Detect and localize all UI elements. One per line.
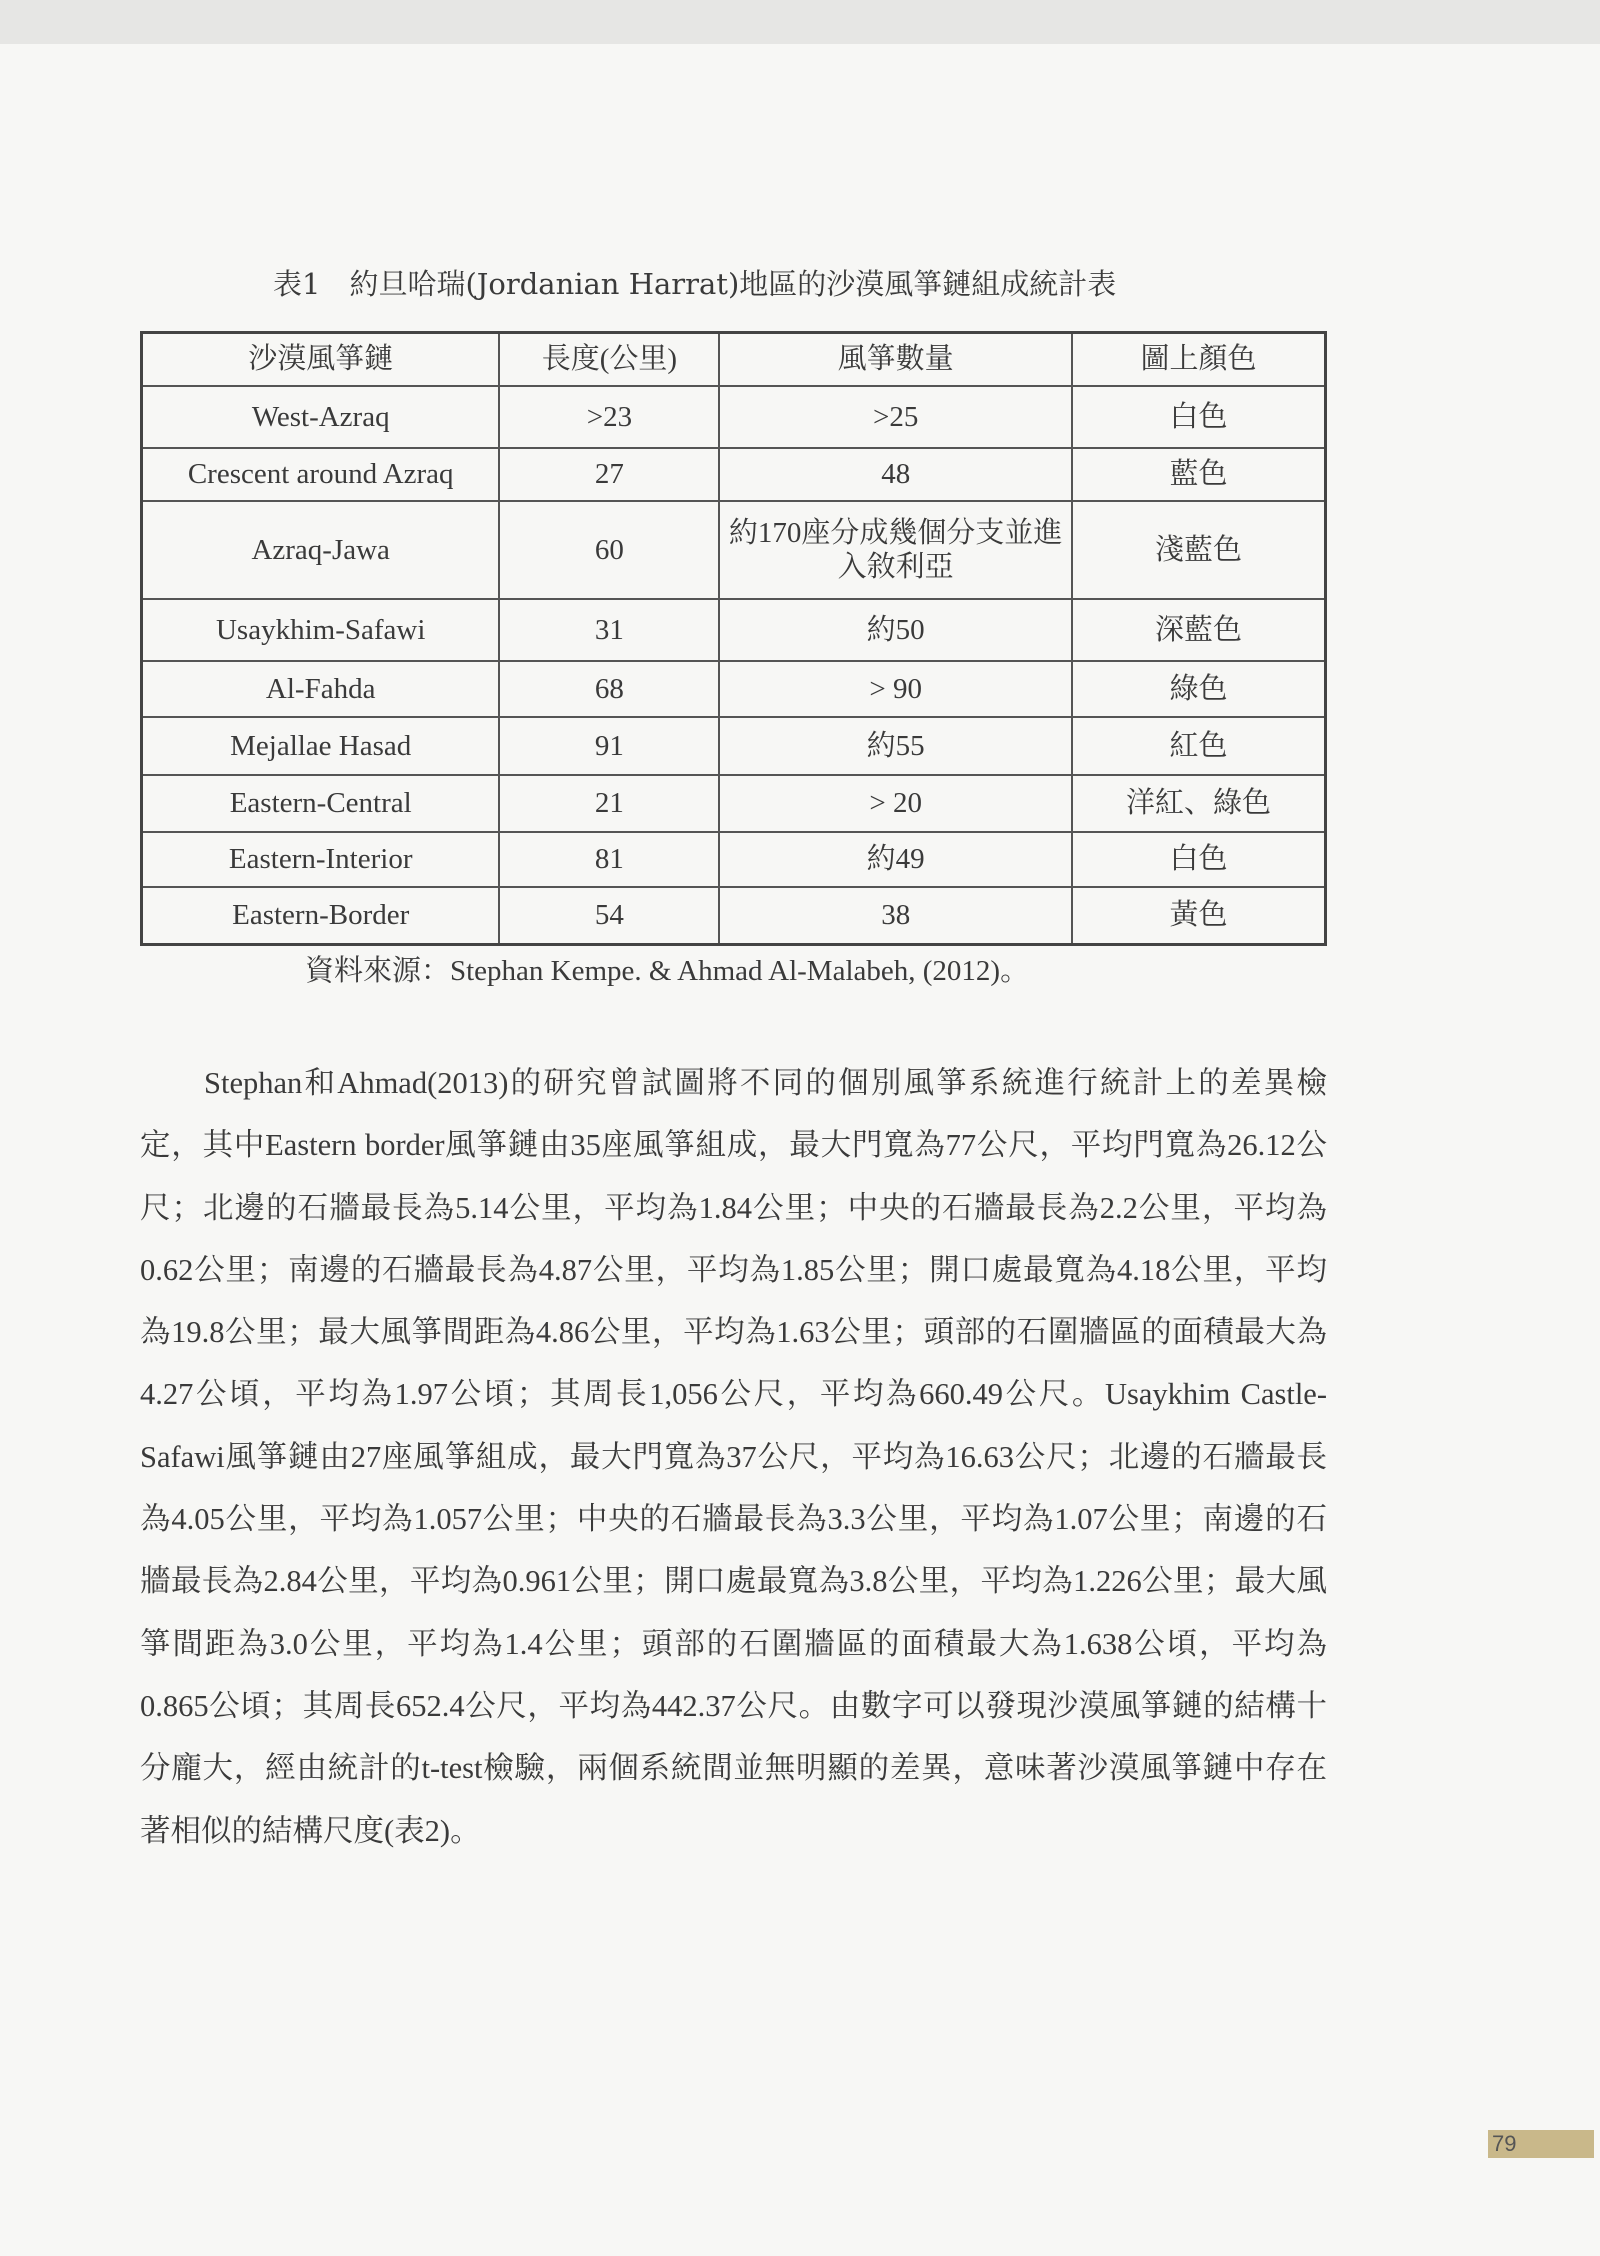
table-cell: 81 — [499, 832, 719, 887]
table-cell: 約55 — [719, 717, 1072, 775]
table-cell: >23 — [499, 386, 719, 448]
table-cell: Eastern-Border — [142, 887, 500, 945]
table-row — [142, 832, 1326, 887]
table-cell: West-Azraq — [142, 386, 500, 448]
table-cell: 白色 — [1072, 832, 1326, 887]
table-cell: 68 — [499, 661, 719, 717]
table-row — [142, 599, 1326, 661]
table-cell: 21 — [499, 775, 719, 832]
header-cell: 風箏數量 — [719, 333, 1072, 386]
table-caption: 表1 約旦哈瑞(Jordanian Harrat)地區的沙漠風箏鏈組成統計表 — [273, 267, 1117, 301]
table-cell: 91 — [499, 717, 719, 775]
table-source: 資料來源：Stephan Kempe. & Ahmad Al-Malabeh, (2012)。 — [305, 955, 1030, 987]
table-cell: 深藍色 — [1072, 599, 1326, 661]
table-cell: 54 — [499, 887, 719, 945]
table-cell: Crescent around Azraq — [142, 448, 500, 501]
table-cell: 31 — [499, 599, 719, 661]
scan-top-band — [0, 0, 1600, 44]
table-cell: > 20 — [719, 775, 1072, 832]
kite-chain-table — [140, 331, 1327, 946]
table-row — [142, 448, 1326, 501]
table-row — [142, 386, 1326, 448]
table-cell: Mejallae Hasad — [142, 717, 500, 775]
table-cell: 藍色 — [1072, 448, 1326, 501]
table-row — [142, 501, 1326, 599]
table-row — [142, 887, 1326, 945]
table-cell: 綠色 — [1072, 661, 1326, 717]
table-row — [142, 661, 1326, 717]
table-cell: Al-Fahda — [142, 661, 500, 717]
table-cell: Eastern-Interior — [142, 832, 500, 887]
table-cell: 紅色 — [1072, 717, 1326, 775]
table-cell: 淺藍色 — [1072, 501, 1326, 599]
table-cell: 洋紅、綠色 — [1072, 775, 1326, 832]
table-cell: 約170座分成幾個分支並進入敘利亞 — [719, 501, 1072, 599]
header-cell: 長度(公里) — [499, 333, 719, 386]
table-cell: > 90 — [719, 661, 1072, 717]
table-cell: 黃色 — [1072, 887, 1326, 945]
table-cell: 27 — [499, 448, 719, 501]
table-cell: 48 — [719, 448, 1072, 501]
table-cell: 60 — [499, 501, 719, 599]
table-cell: Azraq-Jawa — [142, 501, 500, 599]
table-cell: 約50 — [719, 599, 1072, 661]
table-cell: 白色 — [1072, 386, 1326, 448]
table-row — [142, 717, 1326, 775]
table-cell: 約49 — [719, 832, 1072, 887]
body-paragraph: Stephan和Ahmad(2013)的研究曾試圖將不同的個別風箏系統進行統計上的差異檢定，其中Eastern border風箏鏈由35座風箏組成，最大門寬為77公尺，平均門寬為26.12公尺；北邊的石牆最長為5.14公里，平均為1.84公里；中央的石牆最長為2.2公里，平均為0.62公里；南邊的石牆最長為4.87公里，平均為1.85公里；開口處最寬為4.18公里，平均為19.8公里；最大風箏間距為4.86公里，平均為1.63公里；頭部的石圍牆區的面積最大為4.27公頃，平均為1.97公頃；其周長1,056公尺，平均為660.49公尺。Usaykhim Castle-Safawi風箏鏈由27座風箏組成，最大門寬為37公尺，平均為16.63公尺；北邊的石牆最長為4.05公里，平均為1.057公里；中央的石牆最長為3.3公里，平均為1.07公里；南邊的石牆最長為2.84公里，平均為0.961公里；開口處最寬為3.8公里，平均為1.226公里；最大風箏間距為3.0公里，平均為1.4公里；頭部的石圍牆區的面積最大為1.638公頃，平均為0.865公頃；其周長652.4公尺，平均為442.37公尺。由數字可以發現沙漠風箏鏈的結構十分龐大，經由統計的t-test檢驗，兩個系統間並無明顯的差異，意味著沙漠風箏鏈中存在著相似的結構尺度(表2)。 — [140, 1066, 1327, 1848]
page-number: 79 — [1488, 2130, 1594, 2158]
header-row — [142, 333, 1326, 386]
header-cell: 沙漠風箏鏈 — [142, 333, 500, 386]
table-cell: 38 — [719, 887, 1072, 945]
table-cell: Eastern-Central — [142, 775, 500, 832]
table-row — [142, 775, 1326, 832]
table-cell: >25 — [719, 386, 1072, 448]
table-cell: Usaykhim-Safawi — [142, 599, 500, 661]
header-cell: 圖上顏色 — [1072, 333, 1326, 386]
